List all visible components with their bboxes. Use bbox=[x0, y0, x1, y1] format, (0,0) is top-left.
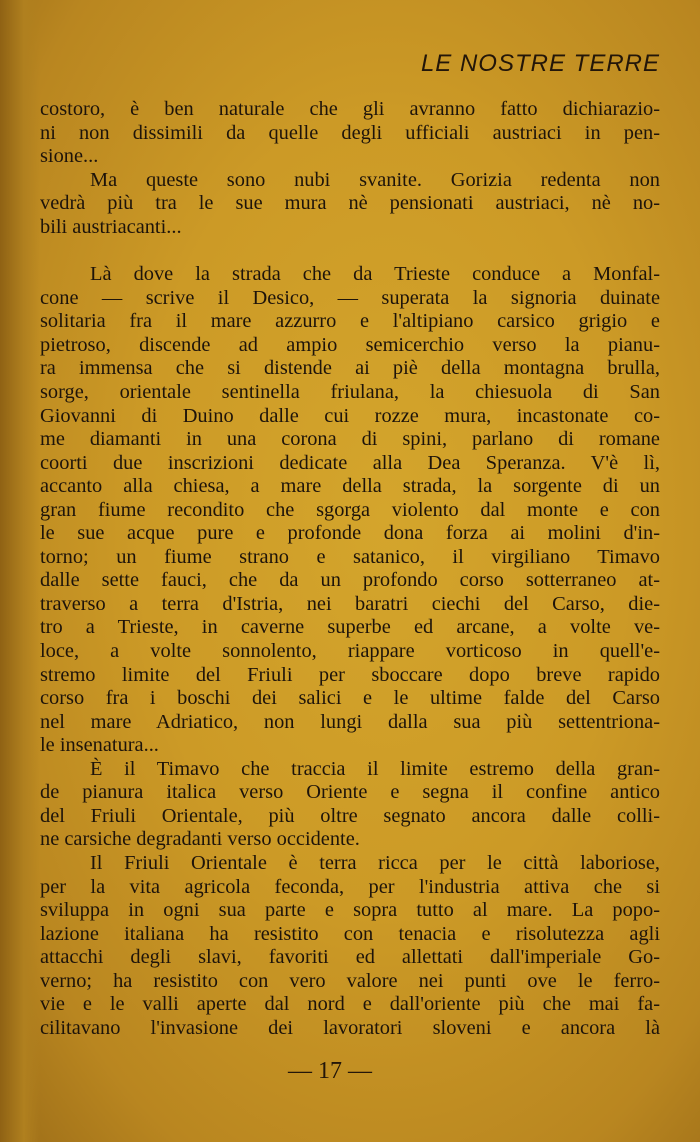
text-line: tro a Trieste, in caverne superbe ed arcane, a volte ve- bbox=[40, 616, 660, 639]
text-line: traverso a terra d'Istria, nei baratri ciechi del Carso, die- bbox=[40, 592, 660, 615]
text-line: vedrà più tra le sue mura nè pensionati austriaci, nè no- bbox=[40, 192, 660, 215]
running-head: LE NOSTRE TERRE bbox=[420, 50, 660, 77]
text-line: per la vita agricola feconda, per l'industria attiva che si bbox=[40, 875, 660, 898]
text-line: Ma queste sono nubi svanite. Gorizia redenta non bbox=[90, 168, 660, 191]
text-line: sione... bbox=[40, 145, 99, 168]
text-line: lazione italiana ha resistito con tenacia e risolutezza agli bbox=[40, 922, 660, 945]
text-line: torno; un fiume strano e satanico, il virgiliano Timavo bbox=[40, 545, 660, 568]
text-line: loce, a volte sonnolento, riappare vorticoso in quell'e- bbox=[40, 640, 660, 663]
text-line: Il Friuli Orientale è terra ricca per le città laboriose, bbox=[90, 851, 660, 874]
text-line: le insenatura... bbox=[40, 734, 159, 757]
section-break bbox=[40, 239, 660, 263]
text-line: nel mare Adriatico, non lungi dalla sua più settentriona- bbox=[40, 710, 660, 733]
text-line: dalle sette fauci, che da un profondo corso sotterraneo at- bbox=[40, 569, 660, 592]
paragraph bbox=[40, 852, 660, 1040]
text-line: le sue acque pure e profonde dona forza ai molini d'in- bbox=[40, 522, 660, 545]
text-line: gran fiume recondito che sgorga violento dal monte e con bbox=[40, 498, 660, 521]
text-line: Giovanni di Duino dalle cui rozze mura, incastonate co- bbox=[40, 404, 660, 427]
text-line: costoro, è ben naturale che gli avranno fatto dichiarazio- bbox=[40, 98, 660, 120]
text-line: È il Timavo che traccia il limite estremo della gran- bbox=[90, 757, 660, 780]
text-line: pietroso, discende ad ampio semicerchio verso la pianu- bbox=[40, 333, 660, 356]
text-line: cone — scrive il Desico, — superata la signoria duinate bbox=[40, 286, 660, 309]
page-number: — 17 — bbox=[288, 1058, 372, 1084]
text-line: verno; ha resistito con vero valore nei punti ove le ferro- bbox=[40, 969, 660, 992]
text-line: vie e le valli aperte dal nord e dall'oriente più che mai fa- bbox=[40, 993, 660, 1016]
paragraph bbox=[40, 98, 660, 169]
text-line: del Friuli Orientale, più oltre segnato ancora dalle colli- bbox=[40, 804, 660, 827]
text-line: de pianura italica verso Oriente e segna il confine antico bbox=[40, 781, 660, 804]
text-line: coorti due inscrizioni dedicate alla Dea Speranza. V'è lì, bbox=[40, 451, 660, 474]
paragraph bbox=[40, 263, 660, 757]
text-line: bili austriacanti... bbox=[40, 215, 182, 238]
text-line: sorge, orientale sentinella friulana, la chiesuola di San bbox=[40, 381, 660, 404]
paragraph bbox=[40, 169, 660, 240]
text-line: sviluppa in ogni sua parte e sopra tutto al mare. La popo- bbox=[40, 899, 660, 922]
body-text bbox=[40, 98, 660, 1040]
text-line: ni non dissimili da quelle degli ufficiali austriaci in pen- bbox=[40, 121, 660, 144]
text-line: stremo limite del Friuli per sboccare dopo breve rapido bbox=[40, 663, 660, 686]
paragraph bbox=[40, 758, 660, 852]
text-line: Là dove la strada che da Trieste conduce a Monfal- bbox=[90, 263, 660, 286]
text-line: accanto alla chiesa, a mare della strada, la sorgente di un bbox=[40, 475, 660, 498]
text-line: corso fra i boschi dei salici e le ultime falde del Carso bbox=[40, 687, 660, 710]
text-line: me diamanti in una corona di spini, parlano di romane bbox=[40, 428, 660, 451]
text-line: attacchi degli slavi, favoriti ed allettati dall'imperiale Go- bbox=[40, 946, 660, 969]
text-line: cilitavano l'invasione dei lavoratori sloveni e ancora là bbox=[40, 1016, 660, 1039]
text-line: ra immensa che si distende ai piè della montagna brulla, bbox=[40, 357, 660, 380]
text-line: ne carsiche degradanti verso occidente. bbox=[40, 828, 360, 851]
page-spine-shadow bbox=[0, 0, 40, 1142]
text-line: solitaria fra il mare azzurro e l'altipiano carsico grigio e bbox=[40, 310, 660, 333]
